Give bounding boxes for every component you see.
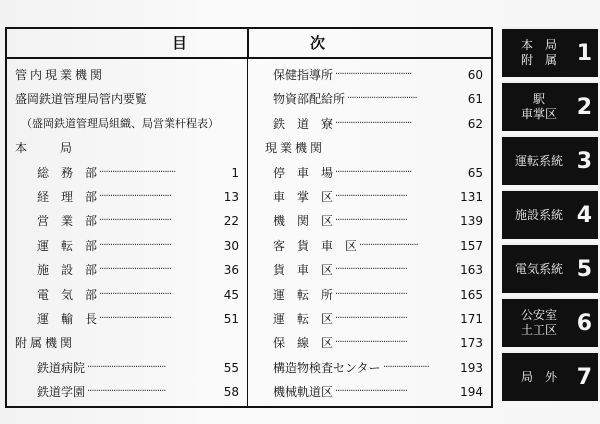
toc-entry-label: 運 転 所	[273, 287, 334, 302]
toc-entry	[265, 309, 487, 329]
leader-dots: ································	[347, 93, 417, 105]
toc-page-number: 22	[223, 214, 239, 229]
leader-dots: ·································	[99, 239, 171, 251]
toc-entry-label: 現業機関	[265, 141, 326, 156]
column-divider	[247, 59, 248, 408]
toc-entry	[15, 358, 243, 378]
leader-dots: ···························	[359, 239, 418, 251]
toc-entry-label: （盛岡鉄道管理局組織、局営業杆程表）	[21, 116, 219, 130]
section-tab	[502, 135, 598, 185]
toc-entry-label: 保 線 区	[273, 336, 334, 351]
toc-section-heading	[15, 114, 243, 134]
leader-dots: ···································	[335, 166, 412, 178]
toc-entry-label: 保健指導所	[273, 68, 334, 82]
toc-page-number: 36	[223, 263, 239, 278]
toc-entry	[265, 358, 487, 378]
toc-page-number: 60	[467, 68, 483, 82]
toc-entry	[15, 236, 243, 256]
section-tab	[502, 297, 598, 347]
toc-entry-label: 経 理 部	[37, 190, 98, 204]
leader-dots: ·································	[99, 288, 171, 300]
toc-page-number: 157	[460, 238, 483, 253]
toc-entry	[15, 382, 243, 402]
leader-dots: ·································	[335, 264, 407, 276]
toc-entry-label: 総 務 部	[37, 165, 98, 180]
toc-entry	[15, 187, 243, 207]
section-tab-label: 運転系統	[514, 153, 563, 168]
toc-entry	[265, 187, 487, 207]
toc-page-number: 62	[467, 116, 483, 131]
section-tab-label: 公安室 土工区	[520, 308, 557, 337]
toc-title-right: 次	[310, 34, 326, 52]
toc-entry	[265, 382, 487, 402]
toc-entry-label: 貨 車 区	[273, 263, 334, 278]
toc-entry-label: 運 転 区	[273, 312, 334, 326]
toc-page-number: 139	[460, 214, 483, 229]
leader-dots: ·································	[335, 386, 407, 398]
toc-page-number: 13	[223, 190, 239, 204]
toc-header	[7, 29, 491, 59]
leader-dots: ·································	[335, 337, 407, 349]
section-tab	[502, 81, 598, 131]
section-tab-number: 2	[576, 94, 592, 120]
toc-entry	[265, 65, 487, 85]
section-tab	[502, 243, 598, 293]
toc-entry-label: 盛岡鉄道管理局管内要覧	[15, 92, 148, 107]
toc-entry	[15, 163, 243, 183]
toc-page-number: 1	[231, 165, 239, 180]
toc-entry-label: 附属機関	[15, 336, 76, 351]
toc-section-heading	[15, 65, 243, 85]
section-tab	[502, 27, 598, 77]
toc-page-number: 51	[223, 312, 239, 326]
toc-entry-label: 電 気 部	[37, 287, 98, 302]
toc-entry-label: 車 掌 区	[273, 190, 334, 204]
leader-dots: ·····················	[383, 361, 429, 373]
section-tab	[502, 189, 598, 239]
toc-page-number: 171	[460, 312, 483, 326]
section-tab-number: 1	[576, 40, 592, 66]
toc-entry-label: 本 局	[15, 141, 76, 156]
leader-dots: ·································	[335, 288, 407, 300]
leader-dots: ·································	[99, 191, 171, 202]
toc-section-heading	[15, 333, 243, 353]
toc-entry	[265, 236, 487, 256]
toc-page-number: 58	[223, 385, 239, 400]
leader-dots: ···································	[99, 166, 176, 178]
toc-entry-label: 鉄道学園	[37, 385, 86, 400]
toc-entry-label: 客 貨 車 区	[273, 238, 358, 253]
leader-dots: ·································	[99, 313, 171, 324]
toc-entry-label: 鉄 道 寮	[273, 116, 334, 131]
toc-page-number: 45	[223, 287, 239, 302]
toc-entry	[265, 114, 487, 134]
toc-entry-label: 運 輸 長	[37, 312, 98, 326]
toc-page-number: 163	[460, 263, 483, 278]
section-tab-number: 4	[576, 202, 592, 228]
section-tab	[502, 351, 598, 401]
section-tab-label: 施設系統	[514, 207, 563, 222]
section-tab-number: 6	[576, 310, 592, 336]
toc-entry	[15, 309, 243, 329]
section-tab-number: 5	[576, 256, 592, 282]
toc-entry	[265, 163, 487, 183]
section-tab-number: 3	[576, 148, 592, 174]
toc-section-heading	[15, 89, 243, 109]
toc-page-number: 30	[223, 238, 239, 253]
toc-entry-label: 施 設 部	[37, 263, 98, 278]
toc-page-number: 61	[467, 92, 483, 107]
toc-entry-label: 構造物検査センター	[273, 360, 381, 375]
toc-entry	[265, 211, 487, 231]
leader-dots: ·································	[99, 215, 171, 227]
toc-page-number: 194	[460, 385, 483, 400]
table-of-contents	[5, 27, 493, 408]
leader-dots: ·································	[99, 264, 171, 276]
toc-page-number: 55	[223, 360, 239, 375]
toc-section-heading	[15, 138, 243, 158]
toc-entry	[265, 89, 487, 109]
leader-dots: ·································	[335, 215, 407, 227]
section-tab-label: 駅 車掌区	[520, 92, 557, 121]
leader-dots: ·································	[335, 191, 407, 202]
leader-dots: ····································	[87, 361, 166, 373]
leader-dots: ·································	[335, 313, 407, 324]
toc-entry	[15, 211, 243, 231]
section-tab-label: 本 局 附 属	[520, 38, 557, 67]
section-tab-label: 局 外	[520, 369, 557, 384]
toc-entry-label: 機械軌道区	[273, 385, 334, 400]
toc-entry-label: 鉄道病院	[37, 360, 86, 375]
toc-page-number: 173	[460, 336, 483, 351]
toc-title-left: 目	[172, 34, 188, 52]
leader-dots: ···································	[335, 69, 412, 80]
toc-entry-label: 運 転 部	[37, 238, 98, 253]
section-tab-number: 7	[576, 364, 592, 390]
toc-section-heading	[265, 138, 487, 158]
toc-page-number: 65	[467, 165, 483, 180]
toc-entry	[15, 260, 243, 280]
header-divider	[247, 29, 249, 59]
toc-page-number: 165	[460, 287, 483, 302]
toc-entry-label: 機 関 区	[273, 214, 334, 229]
leader-dots: ···································	[335, 117, 412, 129]
toc-entry-label: 管内現業機関	[15, 68, 106, 82]
toc-page-number: 131	[460, 190, 483, 204]
toc-entry	[265, 333, 487, 353]
toc-entry-label: 停 車 場	[273, 165, 334, 180]
toc-entry-label: 物資部配給所	[273, 92, 346, 107]
toc-page-number: 193	[460, 360, 483, 375]
toc-entry	[265, 285, 487, 305]
toc-entry-label: 営 業 部	[37, 214, 98, 229]
leader-dots: ····································	[87, 386, 166, 398]
toc-entry	[15, 285, 243, 305]
section-tab-label: 電気系統	[514, 261, 563, 276]
toc-entry	[265, 260, 487, 280]
